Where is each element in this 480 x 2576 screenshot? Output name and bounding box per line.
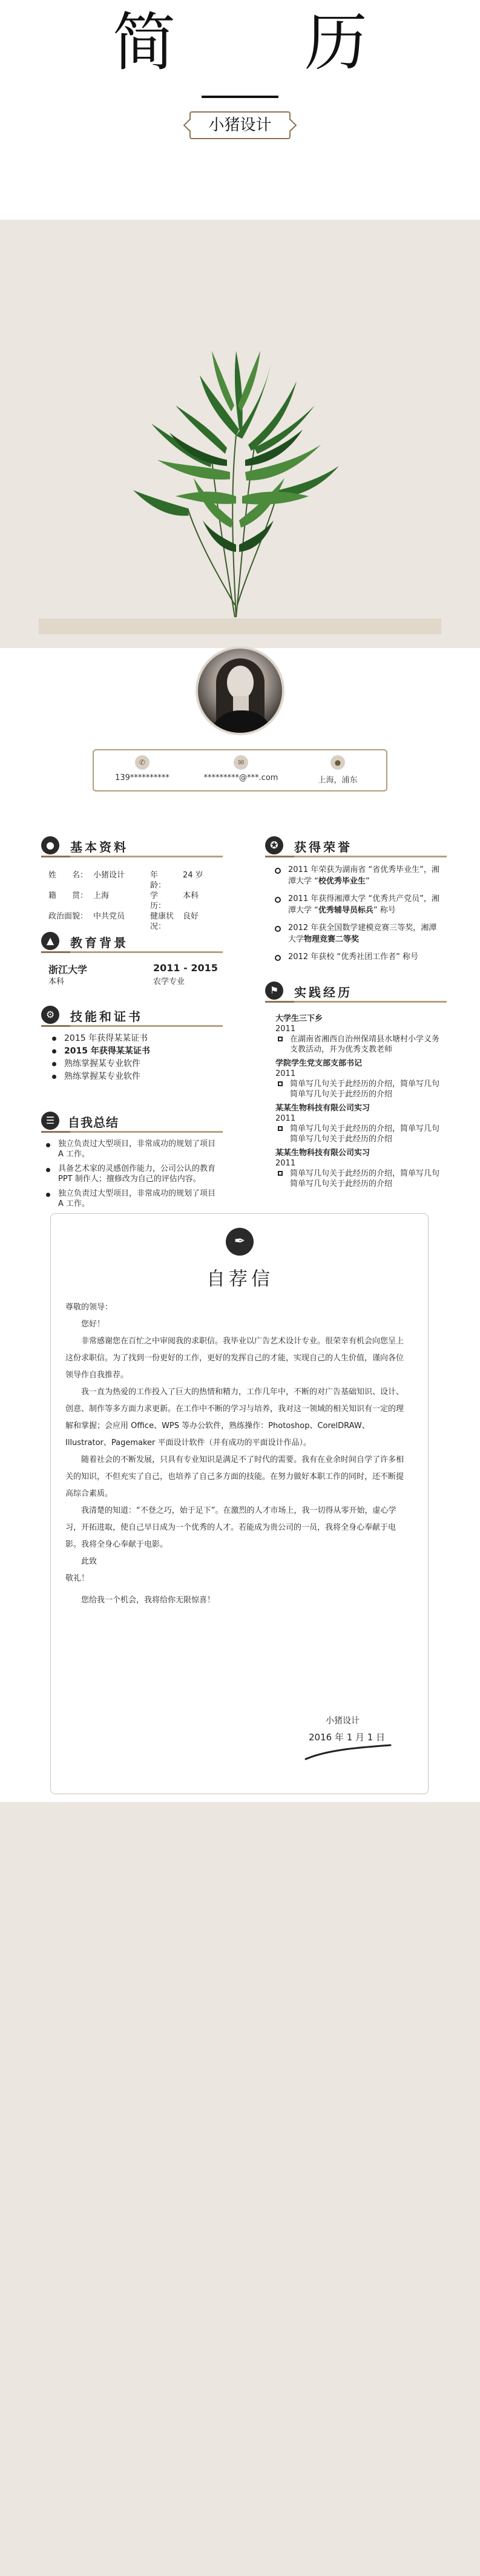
book-icon: ☰ xyxy=(41,1112,59,1130)
subtitle-badge xyxy=(189,111,291,139)
letter-closing: 敬礼！ xyxy=(65,1574,90,1583)
flag-icon: ⚑ xyxy=(265,982,283,1000)
info-key: 籍 贯： xyxy=(48,891,88,900)
section-rule xyxy=(265,1001,447,1003)
list-item: 熟练掌握某专业软件 xyxy=(47,1058,229,1070)
list-item: 2012 年获校 “优秀社团工作者” 称号 xyxy=(271,951,444,963)
letter-paragraph: 非常感谢您在百忙之中审阅我的求职信。我毕业以广告艺术设计专业。很荣幸有机会向您呈上这份求职信。为了找到一份更好的工作，更好的发挥自己的才能，实现自己的人生价值，谨向各位领导作自我推荐。 xyxy=(65,1337,404,1380)
info-row xyxy=(48,870,230,891)
basic-info-table xyxy=(48,870,230,932)
info-row xyxy=(48,891,230,911)
section-title: 技能和证书 xyxy=(70,1009,143,1024)
plant-image xyxy=(115,315,357,617)
letter-paragraph: 随着社会的不断发展，只具有专业知识是满足不了时代的需要。我有在业余时间自学了许多相关的知识，不但充实了自己，也培养了自己多方面的技能。在努力做好本职工作的同时，还不断提高综合素质。 xyxy=(65,1455,404,1498)
info-value: 良好 xyxy=(183,912,199,921)
phone-text: 139********** xyxy=(115,773,169,782)
signature-name: 小猪设计 xyxy=(326,1716,360,1726)
list-item: 具备艺术家的灵感创作能力，公司公认的教育 PPT 制作人；擅修改为自己的评估内容。 xyxy=(41,1164,223,1184)
info-value: 24 岁 xyxy=(183,871,203,880)
letter-paragraph: 我一直为热爱的工作投入了巨大的热情和精力，工作几年中，不断的对广告基础知识、设计、创意、制作等多方面力求更新。在工作中不断的学习与培养，我对这一领域的相关知识有一定的理解和掌握；会应用 Office、WPS 等办公软件，熟练操作：Photoshop、CorelDRAW、Illustrator、Pagemaker 平面设计软件（并有成功的平面设计作品）。 xyxy=(65,1388,404,1447)
letter-closing: 此致 xyxy=(81,1557,97,1566)
subtitle-text: 小猪设计 xyxy=(208,116,272,134)
list-item: 熟练掌握某专业软件 xyxy=(47,1070,229,1083)
user-icon: ● xyxy=(41,836,59,854)
hero-stripe xyxy=(39,618,441,634)
experience-list xyxy=(275,1014,445,1193)
exp-date: 2011 xyxy=(275,1114,296,1123)
info-value: 上海 xyxy=(93,891,110,900)
section-rule xyxy=(265,856,447,857)
list-item: 独立负责过大型项目，非常成功的规划了项目 A 工作。 xyxy=(41,1139,223,1159)
info-value: 小猪设计 xyxy=(93,871,125,880)
info-key: 学 历： xyxy=(150,891,174,911)
list-item: 2011 年获得湘潭大学 “优秀共产党员”，湘潭大学 “优秀辅导员标兵” 称号 xyxy=(271,893,444,916)
letter-paragraph: 我清楚的知道：“不登之巧，始于足下”。在激烈的人才市场上，我一切得从零开始，虚心学习，开拓进取，使自己早日成为一个优秀的人才。若能成为贵公司的一员，我将全身心奉献于电影。我将全身心奉献于电影。 xyxy=(65,1506,396,1549)
list-item: 2015 年获得某某证书 xyxy=(47,1032,229,1045)
exp-title: 大学生三下乡 xyxy=(275,1014,323,1023)
section-title: 实践经历 xyxy=(294,985,352,1000)
experience-entry xyxy=(275,1103,445,1144)
exp-date: 2011 xyxy=(275,1024,296,1034)
list-item: 2015 年获得某某证书 xyxy=(47,1045,229,1058)
exp-date: 2011 xyxy=(275,1159,296,1168)
section-summary xyxy=(41,1110,223,1132)
contact-phone xyxy=(94,755,191,782)
info-value: 本科 xyxy=(183,891,199,900)
contact-address xyxy=(289,755,386,785)
footer-background xyxy=(0,1802,480,2576)
exp-desc: 在湖南省湘西自治州保靖县水塘村小学义务支教活动，并为优秀支教老师 xyxy=(275,1034,445,1055)
exp-desc: 简单写几句关于此经历的介绍，简单写几句简单写几句关于此经历的介绍 xyxy=(275,1079,445,1100)
experience-entry xyxy=(275,1148,445,1189)
gear-icon: ⚙ xyxy=(41,1006,59,1024)
avatar xyxy=(196,646,284,735)
section-basic xyxy=(41,835,223,857)
info-key: 政治面貌： xyxy=(48,912,88,921)
exp-desc: 简单写几句关于此经历的介绍，简单写几句简单写几句关于此经历的介绍 xyxy=(275,1168,445,1189)
info-key: 姓 名： xyxy=(48,871,88,880)
edu-degree: 本科 xyxy=(48,977,65,986)
edu-date: 2011 - 2015 xyxy=(153,962,218,974)
edu-school: 浙江大学 xyxy=(48,964,88,975)
letter-title: 自荐信 xyxy=(206,1268,274,1290)
section-experience xyxy=(265,980,447,1002)
letter-hello: 您好！ xyxy=(81,1320,105,1329)
info-row xyxy=(48,911,230,932)
experience-entry xyxy=(275,1014,445,1055)
title-underline xyxy=(202,96,278,98)
list-item: 2012 年获全国数学建模竞赛三等奖，湘潭大学物理竞赛二等奖 xyxy=(271,922,444,945)
address-text: 上海，浦东 xyxy=(318,776,358,785)
info-value: 中共党员 xyxy=(93,912,125,921)
contact-email xyxy=(192,755,289,782)
list-item: 2011 年荣获为湖南省 “省优秀毕业生”，湘潭大学 “校优秀毕业生” xyxy=(271,864,444,887)
signature-date: 2016 年 1 月 1 日 xyxy=(309,1732,386,1743)
feather-pen-icon: ✒ xyxy=(226,1228,254,1256)
list-item: 独立负责过大型项目，非常成功的规划了项目 A 工作。 xyxy=(41,1188,223,1209)
graduation-cap-icon: ▲ xyxy=(41,932,59,950)
info-key: 健康状况： xyxy=(150,912,174,931)
signature-swoosh xyxy=(303,1744,393,1762)
section-rule xyxy=(41,1025,223,1027)
summary-list xyxy=(41,1139,223,1213)
section-rule xyxy=(41,951,223,953)
section-honors xyxy=(265,835,447,857)
exp-title: 某某生物科技有限公司实习 xyxy=(275,1149,370,1158)
section-title: 获得荣誉 xyxy=(294,840,352,854)
exp-title: 某某生物科技有限公司实习 xyxy=(275,1104,370,1113)
email-icon: ✉ xyxy=(234,755,248,770)
info-key: 年 龄： xyxy=(150,871,174,890)
phone-icon: ✆ xyxy=(135,755,150,770)
email-text: *********@***.com xyxy=(203,773,278,782)
exp-desc: 简单写几句关于此经历的介绍，简单写几句简单写几句关于此经历的介绍 xyxy=(275,1124,445,1144)
experience-entry xyxy=(275,1058,445,1100)
honors-list xyxy=(271,864,444,969)
contact-bar xyxy=(93,749,387,791)
medal-icon: ✪ xyxy=(265,836,283,854)
letter-final: 您给我一个机会，我将给你无限惊喜！ xyxy=(81,1596,215,1605)
section-title: 基本资料 xyxy=(70,840,128,854)
section-rule xyxy=(41,1131,223,1133)
section-title: 教育背景 xyxy=(70,936,128,950)
section-education xyxy=(41,931,223,952)
location-pin-icon: ● xyxy=(330,755,345,770)
letter-greeting: 尊敬的领导： xyxy=(65,1303,113,1312)
section-rule xyxy=(41,856,223,857)
exp-date: 2011 xyxy=(275,1069,296,1078)
skills-list xyxy=(47,1032,229,1083)
section-skills xyxy=(41,1005,223,1026)
section-title: 自我总结 xyxy=(68,1115,119,1130)
edu-major: 农学专业 xyxy=(153,977,185,986)
page-title: 简 历 xyxy=(112,5,422,79)
letter-body xyxy=(65,1299,409,1609)
exp-title: 学院学生党支部支部书记 xyxy=(275,1059,363,1068)
